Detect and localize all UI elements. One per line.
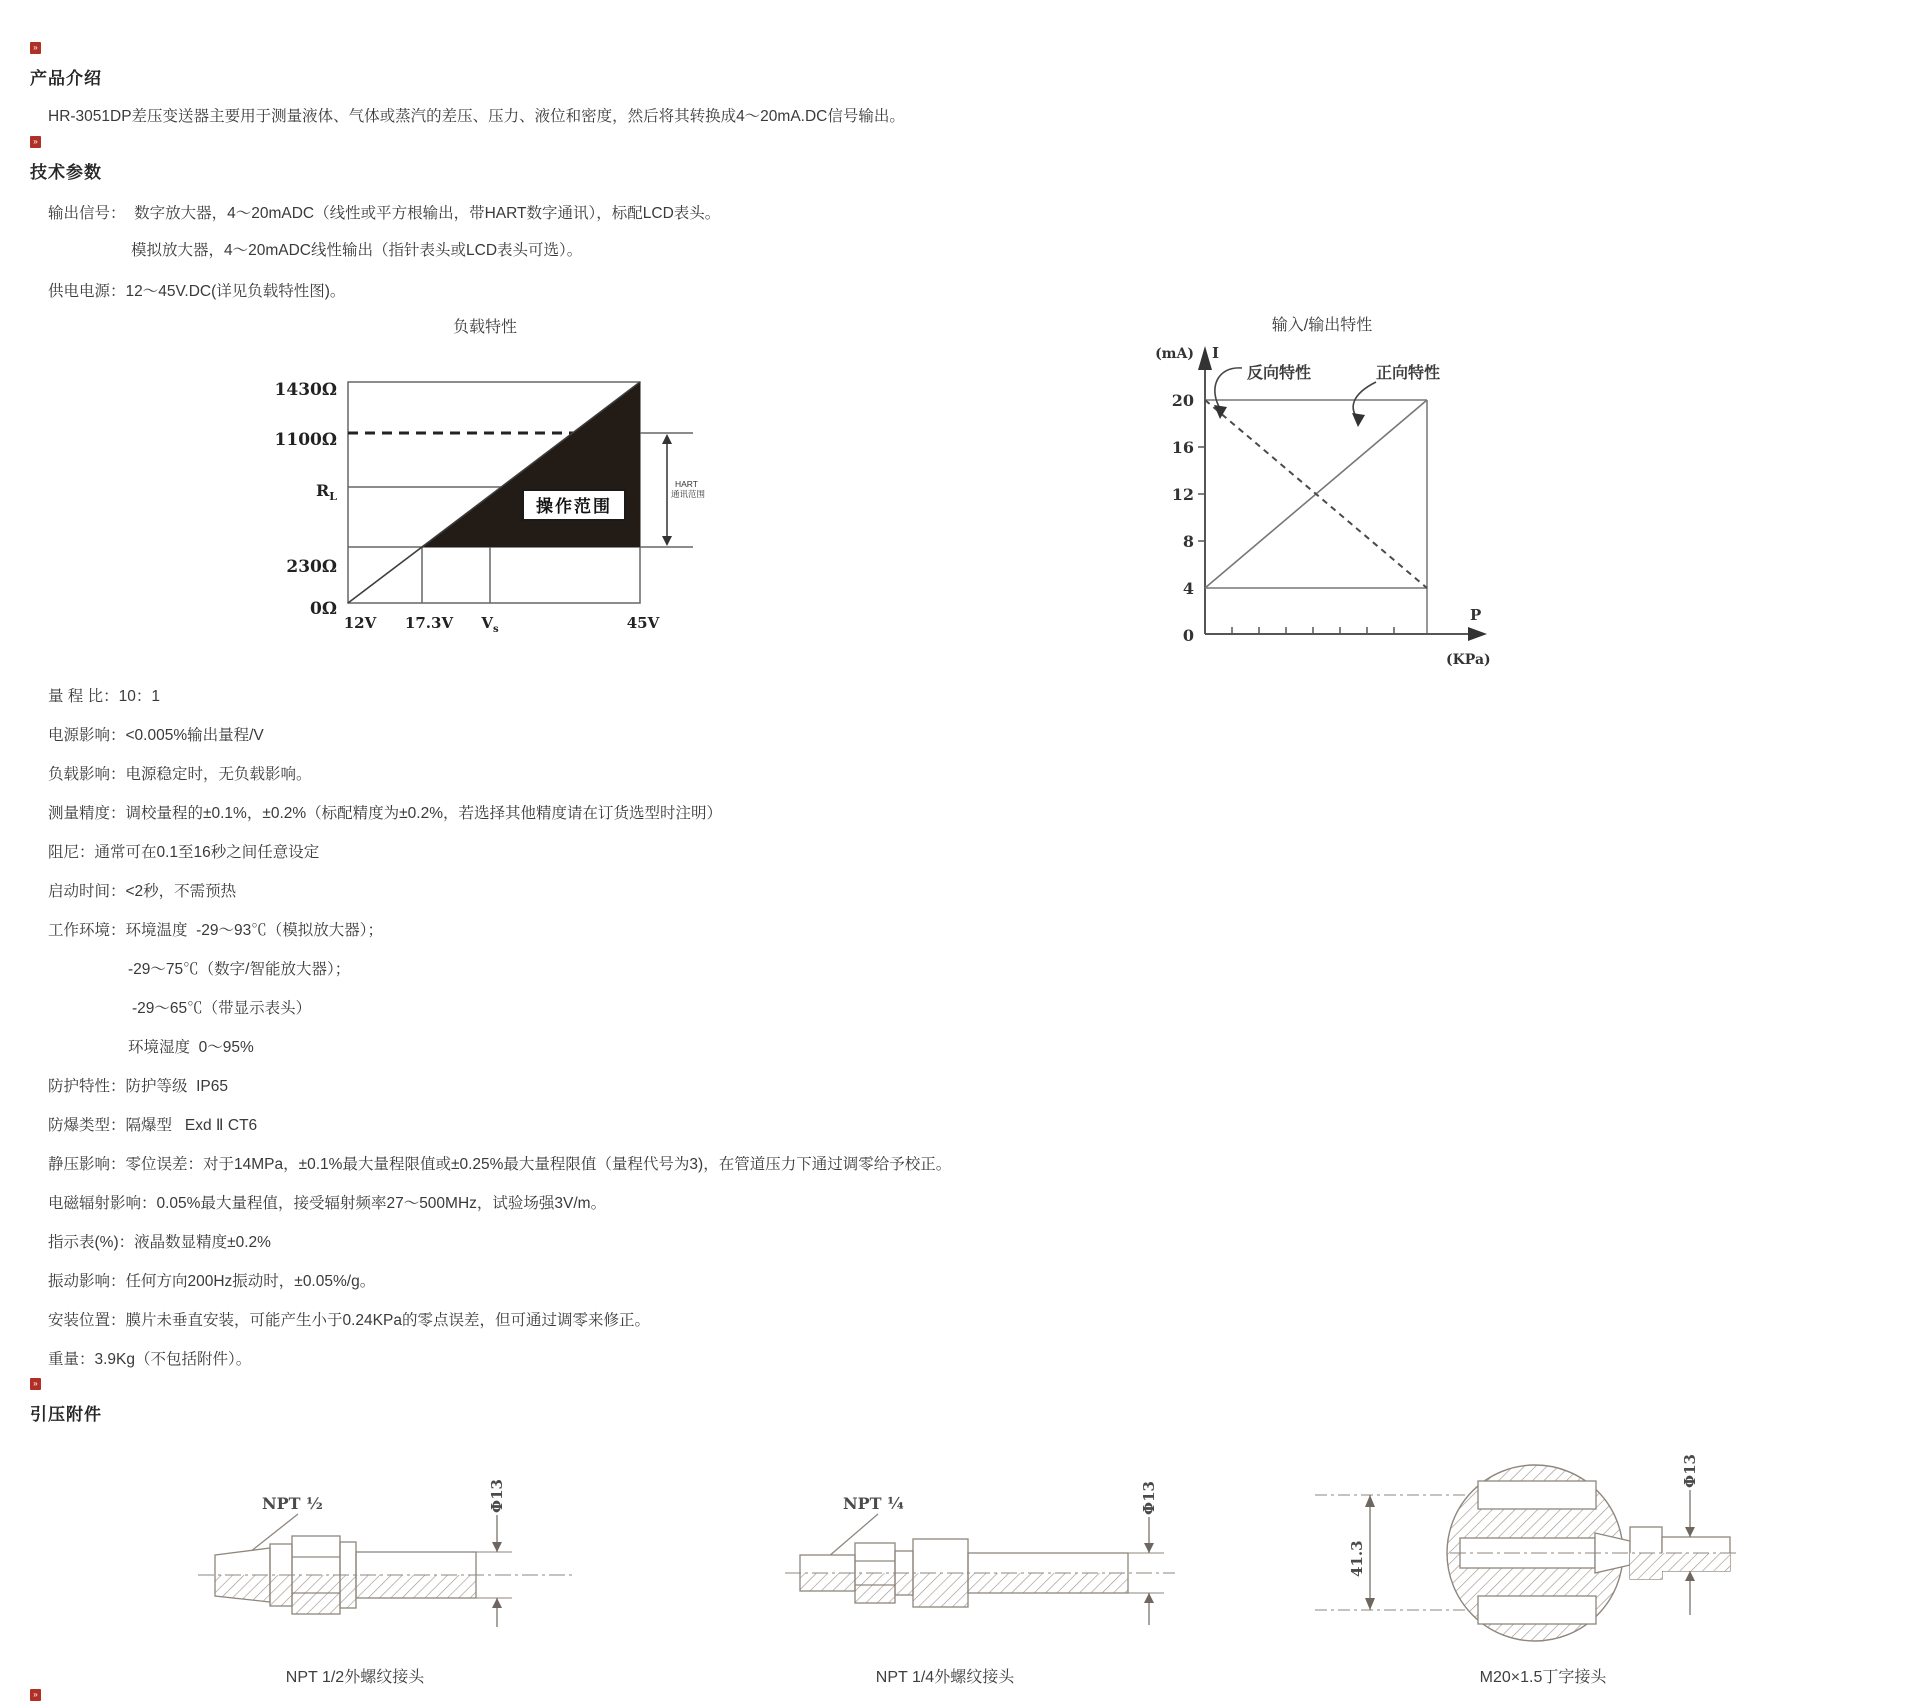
x-tick-45v: 45V	[626, 614, 660, 632]
y-tick-230: 230Ω	[286, 557, 337, 577]
x-axis-unit: (KPa)	[1446, 652, 1491, 668]
section-hatch	[1630, 1553, 1662, 1579]
dim-arrow-icon	[1685, 1571, 1695, 1581]
dim-arrow-icon	[1685, 1527, 1695, 1537]
arrow-up-icon	[662, 434, 672, 444]
x-tick-17v: 17.3V	[404, 614, 454, 632]
thread-size-label: NPT ½	[262, 1494, 323, 1513]
npt-half-fitting-drawing	[150, 1465, 610, 1670]
dim-arrow-icon	[1365, 1598, 1375, 1610]
diameter-dim-label: Φ13	[1140, 1481, 1158, 1515]
y-tick-4: 4	[1182, 579, 1194, 598]
hart-label-line1: HART	[675, 479, 698, 489]
spec-line: 量 程 比：10：1	[48, 688, 160, 705]
y-tick-1100: 1100Ω	[274, 430, 337, 450]
spec-line: 静压影响：零位误差：对于14MPa，±0.1%最大量程限值或±0.25%最大量程限值（量程代号为3)，在管道压力下通过调零给予校正。	[48, 1156, 952, 1173]
reverse-series-label: 反向特性	[1246, 365, 1312, 382]
x-tick-12v: 12V	[343, 614, 377, 632]
spec-line: 防护特性：防护等级 IP65	[48, 1078, 228, 1095]
operating-range-label: 操作范围	[536, 497, 612, 516]
spec-line: 模拟放大器，4～20mADC线性输出（指针表头或LCD表头可选）。	[131, 242, 583, 259]
drawing-caption: NPT 1/4外螺纹接头	[875, 1669, 1015, 1686]
section-bullet-icon: »	[30, 1689, 41, 1701]
y-axis-symbol: I	[1212, 344, 1220, 362]
y-tick-1430: 1430Ω	[274, 380, 337, 400]
intro-body: HR-3051DP差压变送器主要用于测量液体、气体或蒸汽的差压、压力、液位和密度，然后将其转换成4～20mA.DC信号输出。	[48, 108, 905, 125]
y-tick-0: 0Ω	[310, 599, 337, 619]
chart-title: 输入/输出特性	[1271, 317, 1373, 334]
spec-line: 环境湿度 0～95%	[128, 1039, 254, 1056]
arrowhead-icon	[1352, 413, 1365, 427]
arrow-down-icon	[662, 536, 672, 546]
bolt-slot	[1478, 1481, 1596, 1509]
chart-title: 负载特性	[452, 319, 518, 336]
y-axis-unit: (mA)	[1155, 346, 1194, 362]
y-tick-12: 12	[1171, 485, 1194, 504]
section-hatch	[800, 1573, 1128, 1607]
y-tick-0: 0	[1182, 626, 1194, 645]
bolt-slot	[1478, 1596, 1596, 1624]
drawing-caption: M20×1.5丁字接头	[1479, 1669, 1607, 1686]
spec-line: 电磁辐射影响：0.05%最大量程值，接受辐射频率27～500MHz，试验场强3V/m。	[48, 1195, 607, 1212]
spec-line: 输出信号： 数字放大器，4～20mADC（线性或平方根输出，带HART数字通讯），标配LCD表头。	[48, 205, 721, 222]
spec-line: 重量：3.9Kg（不包括附件）。	[48, 1351, 252, 1368]
dim-arrow-icon	[492, 1598, 502, 1608]
m20-fitting-drawing	[1080, 1435, 1740, 1670]
dim-arrow-icon	[492, 1542, 502, 1552]
reverse-arrow-curve	[1215, 368, 1242, 410]
section-bullet-icon: »	[30, 136, 41, 148]
section-hatch	[1662, 1553, 1730, 1571]
io-characteristics-chart	[980, 300, 1540, 680]
spec-line: 测量精度：调校量程的±0.1%，±0.2%（标配精度为±0.2%，若选择其他精度请在订货选型时注明）	[48, 805, 723, 822]
diameter-dim-label: Φ13	[1681, 1454, 1699, 1488]
x-tick-vs: $V_s$	[481, 614, 499, 635]
y-tick-16: 16	[1171, 438, 1194, 457]
spec-line: 启动时间：<2秒，不需预热	[48, 883, 237, 900]
intro-heading: 产品介绍	[30, 69, 102, 88]
diameter-dim-label: Φ13	[488, 1479, 506, 1513]
spec-line: 电源影响：<0.005%输出量程/V	[48, 727, 264, 744]
spec-line: -29～65℃（带显示表头）	[132, 1000, 312, 1017]
spec-line: 工作环境：环境温度 -29～93℃（模拟放大器）；	[48, 922, 384, 939]
thread-size-label: NPT ¼	[843, 1494, 904, 1513]
accessories-heading: 引压附件	[30, 1405, 102, 1424]
height-dim-label: 41.3	[1348, 1540, 1366, 1577]
spec-line: 防爆类型：隔爆型 Exd Ⅱ CT6	[48, 1117, 258, 1134]
y-axis-arrow-icon	[1198, 346, 1212, 370]
y-tick-8: 8	[1182, 532, 1194, 551]
dim-arrow-icon	[1365, 1495, 1375, 1507]
x-axis-arrow-icon	[1468, 627, 1487, 641]
y-tick-20: 20	[1171, 391, 1194, 410]
x-axis-symbol: P	[1470, 606, 1482, 624]
spec-line: 负载影响：电源稳定时，无负载影响。	[48, 766, 312, 783]
spec-line: 供电电源：12～45V.DC(详见负载特性图)。	[48, 283, 346, 300]
load-characteristics-chart	[185, 300, 730, 645]
section-bullet-icon: »	[30, 1378, 41, 1390]
spec-line: 指示表(%)：液晶数显精度±0.2%	[48, 1234, 271, 1251]
hart-label-line2: 通讯范围	[671, 489, 706, 499]
spec-line: -29～75℃（数字/智能放大器）；	[128, 961, 351, 978]
drawing-caption: NPT 1/2外螺纹接头	[285, 1669, 425, 1686]
spec-line: 阻尼：通常可在0.1至16秒之间任意设定	[48, 844, 320, 861]
spec-line: 安装位置：膜片未垂直安装，可能产生小于0.24KPa的零点误差，但可通过调零来修正。	[48, 1312, 650, 1329]
y-tick-rl: $R_L$	[315, 481, 337, 503]
section-bullet-icon: »	[30, 42, 41, 54]
tech-heading: 技术参数	[30, 163, 102, 182]
forward-series-label: 正向特性	[1375, 365, 1441, 382]
spec-line: 振动影响：任何方向200Hz振动时，±0.05%/g。	[48, 1273, 376, 1290]
